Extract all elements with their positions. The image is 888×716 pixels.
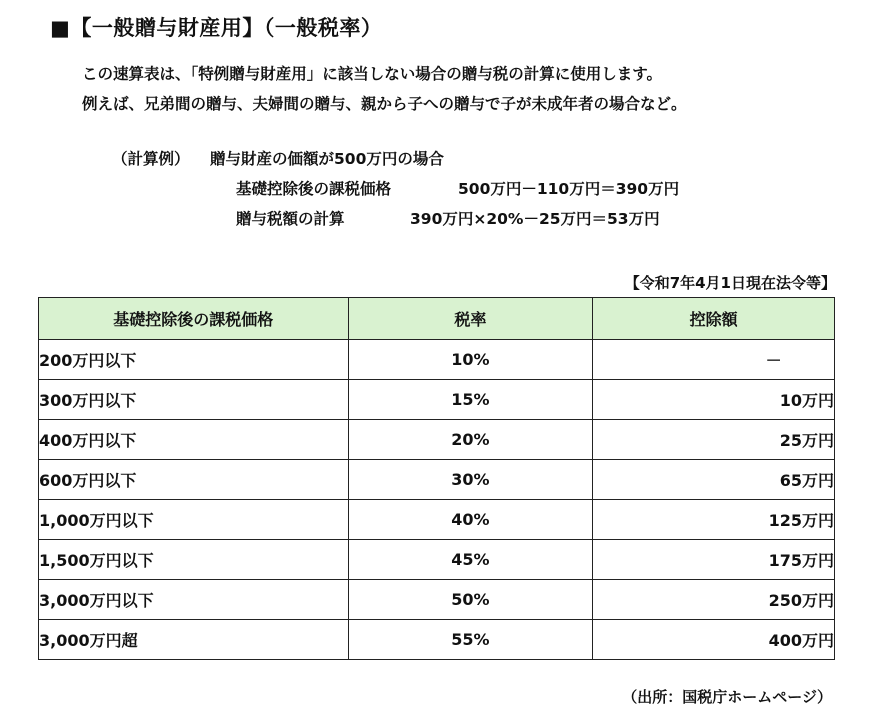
cell-deduction: 65万円 bbox=[593, 460, 835, 500]
cell-deduction: 250万円 bbox=[593, 580, 835, 620]
cell-taxable-price: 1,500万円以下 bbox=[39, 540, 349, 580]
example-step2-label: 贈与税額の計算 bbox=[236, 210, 345, 228]
cell-tax-rate: 10% bbox=[348, 340, 593, 380]
cell-tax-rate: 15% bbox=[348, 380, 593, 420]
cell-deduction: 125万円 bbox=[593, 500, 835, 540]
cell-deduction: 175万円 bbox=[593, 540, 835, 580]
table-row bbox=[39, 460, 835, 500]
example-case: 贈与財産の価額が500万円の場合 bbox=[210, 150, 444, 168]
cell-taxable-price: 3,000万円超 bbox=[39, 620, 349, 660]
cell-taxable-price: 3,000万円以下 bbox=[39, 580, 349, 620]
cell-tax-rate: 20% bbox=[348, 420, 593, 460]
table-row bbox=[39, 380, 835, 420]
cell-deduction: 400万円 bbox=[593, 620, 835, 660]
table-row bbox=[39, 580, 835, 620]
cell-tax-rate: 50% bbox=[348, 580, 593, 620]
cell-taxable-price: 600万円以下 bbox=[39, 460, 349, 500]
cell-deduction: 10万円 bbox=[593, 380, 835, 420]
cell-deduction: － bbox=[593, 340, 835, 380]
tax-rate-table bbox=[38, 297, 835, 660]
description-line-2: 例えば、兄弟間の贈与、夫婦間の贈与、親から子への贈与で子が未成年者の場合など。 bbox=[82, 95, 687, 113]
cell-tax-rate: 55% bbox=[348, 620, 593, 660]
cell-taxable-price: 300万円以下 bbox=[39, 380, 349, 420]
header-deduction: 控除額 bbox=[593, 298, 835, 340]
table-row bbox=[39, 540, 835, 580]
header-tax-rate: 税率 bbox=[348, 298, 593, 340]
cell-deduction: 25万円 bbox=[593, 420, 835, 460]
cell-taxable-price: 200万円以下 bbox=[39, 340, 349, 380]
description-line-1: この速算表は、「特例贈与財産用」に該当しない場合の贈与税の計算に使用します。 bbox=[82, 65, 663, 83]
page-title: ■【一般贈与財産用】（一般税率） bbox=[50, 16, 383, 40]
table-row bbox=[39, 620, 835, 660]
example-label: （計算例） bbox=[112, 150, 190, 168]
table-row bbox=[39, 340, 835, 380]
cell-tax-rate: 40% bbox=[348, 500, 593, 540]
table-row bbox=[39, 500, 835, 540]
cell-tax-rate: 45% bbox=[348, 540, 593, 580]
header-taxable-price: 基礎控除後の課税価格 bbox=[39, 298, 349, 340]
source-note: （出所：国税庁ホームページ） bbox=[622, 688, 832, 706]
cell-tax-rate: 30% bbox=[348, 460, 593, 500]
example-step1-label: 基礎控除後の課税価格 bbox=[236, 180, 392, 198]
law-date-note: 【令和7年4月1日現在法令等】 bbox=[624, 274, 836, 292]
example-step1-expression: 500万円－110万円＝390万円 bbox=[458, 180, 680, 198]
table-header-row bbox=[39, 298, 835, 340]
cell-taxable-price: 400万円以下 bbox=[39, 420, 349, 460]
cell-taxable-price: 1,000万円以下 bbox=[39, 500, 349, 540]
table-row bbox=[39, 420, 835, 460]
example-step2-expression: 390万円×20%－25万円＝53万円 bbox=[410, 210, 660, 228]
